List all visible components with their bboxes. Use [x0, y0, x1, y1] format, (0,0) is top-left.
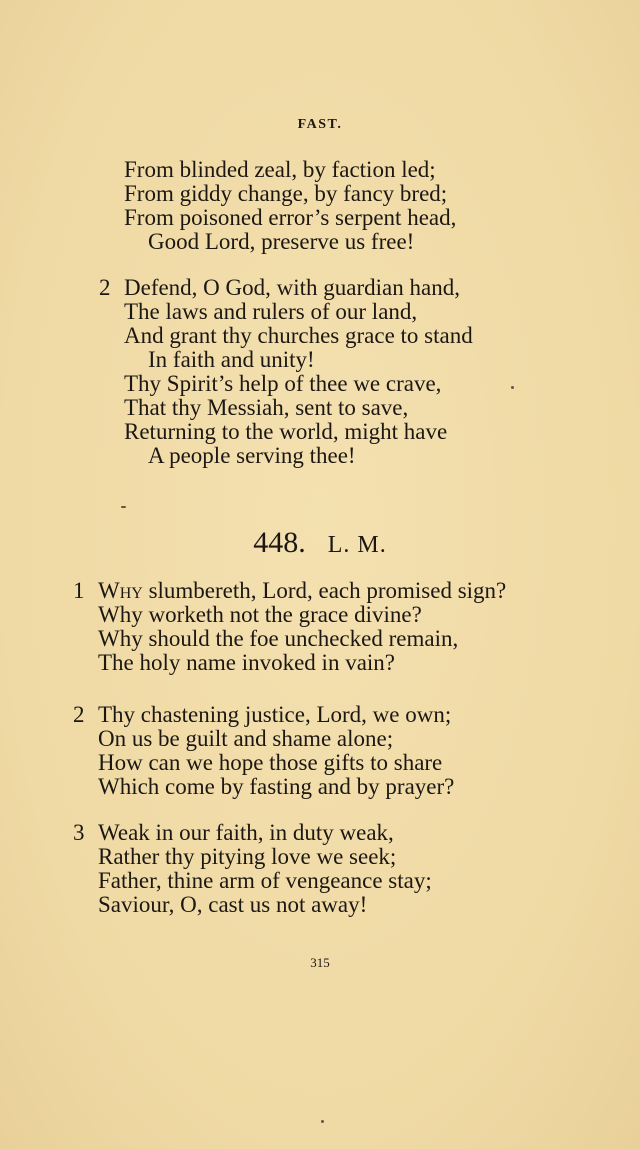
continued-line-4: Good Lord, preserve us free!: [148, 229, 415, 254]
verse2-line-1: Defend, O God, with guardian hand,: [124, 275, 460, 300]
verse-number: 2: [73, 702, 85, 727]
verse2-line-7: Returning to the world, might have: [124, 419, 448, 444]
ink-speck: [121, 506, 126, 508]
ink-speck: [321, 1120, 324, 1123]
continued-line-3: From poisoned error’s serpent head,: [124, 205, 457, 230]
verse-number: 1: [73, 578, 85, 603]
first-line-rest: slumbereth, Lord, each promised sign?: [142, 578, 507, 603]
verse2-line-6: That thy Messiah, sent to save,: [124, 395, 409, 420]
verse2-line-5: Thy Spirit’s help of thee we crave,: [124, 371, 442, 396]
hymn-verse1-line-1: [98, 579, 506, 603]
verse2-line-2: The laws and rulers of our land,: [124, 299, 418, 324]
hymn-verse3-line-3: Father, thine arm of vengeance stay;: [98, 868, 432, 893]
hymn-verse1-line-2: Why worketh not the grace divine?: [98, 602, 422, 627]
hymn-verse1-line-3: Why should the foe unchecked remain,: [98, 626, 459, 651]
hymn-meter: L. M.: [327, 532, 387, 558]
page-number: 315: [310, 955, 330, 970]
hymn-verse3-line-1: Weak in our faith, in duty weak,: [98, 820, 394, 845]
continued-line-2: From giddy change, by fancy bred;: [124, 181, 448, 206]
hymn-verse3-line-4: Saviour, O, cast us not away!: [98, 892, 368, 917]
continued-line-1: From blinded zeal, by faction led;: [124, 157, 436, 182]
running-head: FAST.: [297, 117, 343, 132]
hymn-verse2-line-2: On us be guilt and shame alone;: [98, 726, 394, 751]
hymn-verse2-line-4: Which come by fasting and by prayer?: [98, 774, 455, 799]
verse-number: 3: [73, 820, 85, 845]
verse2-line-3: And grant thy churches grace to stand: [124, 323, 473, 348]
hymn-verse1-line-4: The holy name invoked in vain?: [98, 650, 396, 675]
hymn-verse2-line-3: How can we hope those gifts to share: [98, 750, 443, 775]
hymn-verse3-line-2: Rather thy pitying love we seek;: [98, 844, 397, 869]
verse2-line-8: A people serving thee!: [148, 443, 356, 468]
first-word: Why: [98, 578, 143, 603]
verse-number: 2: [99, 275, 111, 300]
verse2-line-4: In faith and unity!: [148, 347, 315, 372]
hymn-number: 448.: [253, 526, 306, 559]
hymn-heading: [0, 528, 640, 560]
hymn-verse2-line-1: Thy chastening justice, Lord, we own;: [98, 702, 452, 727]
ink-speck: [511, 386, 514, 389]
